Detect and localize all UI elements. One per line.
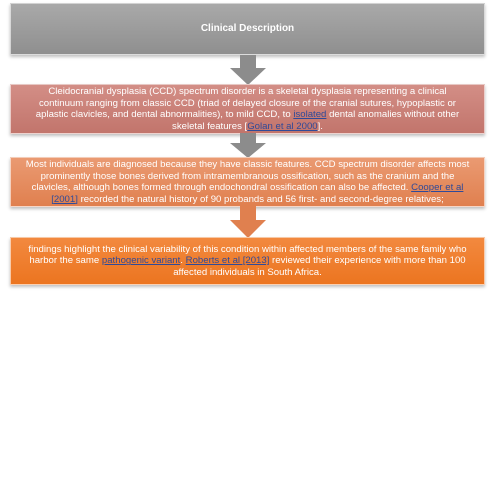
definition-text-part: Cleidocranial dysplasia (CCD) spectrum disorder is a skeletal dysplasia representing a clinical continuum ranging from classic CCD (triad of delayed closure of the cranial sutures, hypoplastic or aplastic clavicles, and dental abnormalities), to mild CCD, to bbox=[35, 86, 456, 120]
findings-text-part: . bbox=[180, 255, 186, 267]
diagnosis-box bbox=[10, 157, 485, 207]
down-arrow-icon bbox=[230, 206, 266, 238]
findings-text-part: reviewed their experience with more than 100 affected individuals in South Africa. bbox=[173, 255, 466, 278]
diagnosis-text bbox=[11, 159, 484, 205]
down-arrow-icon bbox=[230, 55, 266, 85]
definition-box bbox=[10, 84, 485, 134]
definition-text bbox=[11, 86, 484, 132]
diagnosis-text-part: recorded the natural history of 90 probands and 56 first- and second-degree relatives; bbox=[77, 193, 444, 205]
golan-citation-link[interactable]: Golan et al 2000 bbox=[247, 120, 318, 132]
diagram-title: Clinical Description bbox=[200, 23, 295, 35]
down-arrow-icon bbox=[230, 133, 266, 158]
findings-text-part: findings highlight the clinical variability of this condition within affected members of the same family who harbor the same bbox=[28, 243, 467, 267]
diagnosis-text-part: Most individuals are diagnosed because they have classic features. CCD spectrum disorder affects most prominently those bones derived from intramembranous ossification, such as the cranium and the clavicles, although bones formed through endochondral ossification can also be affected. bbox=[25, 159, 470, 193]
isolated-link[interactable]: isolated bbox=[293, 109, 327, 120]
roberts-citation-link[interactable]: Roberts et al [2013] bbox=[185, 255, 270, 267]
findings-box bbox=[10, 237, 485, 285]
title-box bbox=[10, 3, 485, 55]
pathogenic-variant-link[interactable]: pathogenic variant bbox=[101, 255, 181, 267]
definition-text-part: dental anomalies without other skeletal features [ bbox=[172, 109, 460, 132]
findings-text bbox=[11, 244, 484, 279]
cooper-citation-link[interactable]: Cooper et al [2001] bbox=[51, 182, 464, 205]
definition-text-part: ]. bbox=[317, 120, 323, 132]
